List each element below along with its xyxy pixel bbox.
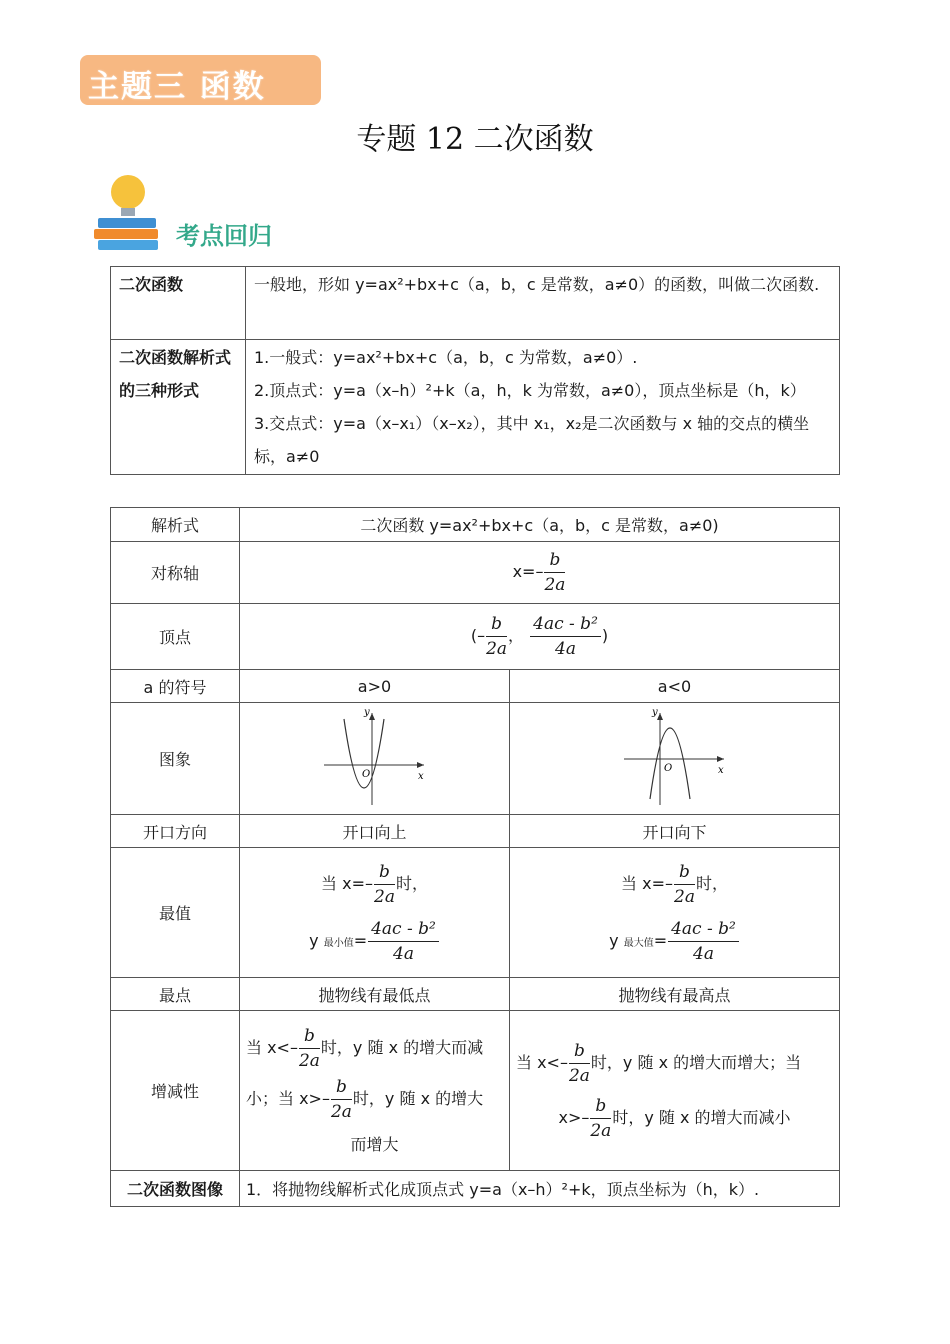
svg-text:y: y [363,706,370,718]
row-content [246,340,840,475]
analytic-value: 二次函数 y=ax²+bx+c（a，b，c 是常数，a≠0) [240,508,840,542]
table-row [111,978,840,1011]
page-title: 专题 12 二次函数 [356,122,594,157]
label-graph-steps: 二次函数图像 [111,1171,240,1207]
label-axis: 对称轴 [111,542,240,604]
fraction: $\frac{\text{4ac - b²}}{4a}$ [668,919,739,964]
table-row [111,340,840,475]
row-content: 一般地，形如 y=ax²+bx+c（a，b，c 是常数，a≠0）的函数，叫做二次函数. [246,267,840,340]
row-head: 二次函数解析式的三种形式 [111,340,246,475]
sign-positive: a>0 [240,670,510,703]
table-row [111,267,840,340]
table-row [111,848,840,978]
fraction: $\frac{b}{2a}$ [568,1040,590,1086]
extreme-max: 当 x=– $\frac{b}{2a}$ 时， y 最大值= $\frac{\text{4ac - b²}}{4a}$ [510,848,840,978]
row-head: 二次函数 [111,267,246,340]
svg-text:x: x [717,764,724,776]
label-extreme: 最值 [111,848,240,978]
topic-badge [80,55,321,105]
definition-table [110,266,840,475]
point-highest: 抛物线有最高点 [510,978,840,1011]
svg-text:O: O [663,762,672,774]
svg-text:y: y [651,706,658,718]
table-row [111,703,840,815]
label-graph: 图象 [111,703,240,815]
fraction: $\frac{b}{2a}$ [330,1077,352,1122]
fraction: $\frac{b}{2a}$ [298,1026,320,1071]
table-row [111,670,840,703]
table-row [111,1011,840,1171]
opening-down: 开口向下 [510,815,840,848]
fraction: $\frac{b}{2a}$ [374,861,395,907]
fraction: $\frac{b}{2a}$ [544,550,566,595]
books-lightbulb-icon [92,172,168,254]
label-vertex: 顶点 [111,604,240,670]
mono-negative: 当 x<– $\frac{b}{2a}$ 时，y 随 x 的增大而增大；当 x>– $\frac{b}{2a}$ 时，y 随 x 的增大而减小 [510,1011,840,1171]
mono-positive: 当 x<– $\frac{b}{2a}$ 时，y 随 x 的增大而减 小；当 x>– $\frac{b}{2a}$ 时，y 随 x 的增大 而增大 [240,1011,510,1171]
form-general: 1.一般式：y=ax²+bx+c（a，b，c 为常数，a≠0）. [254,348,638,367]
fraction: $\frac{b}{2a}$ [674,861,695,907]
svg-text:x: x [417,770,424,782]
axis-value: x=– $\frac{b}{2a}$ [240,542,840,604]
svg-text:O: O [361,768,370,780]
table-row [111,815,840,848]
table-row [111,542,840,604]
label-opening: 开口方向 [111,815,240,848]
opening-up: 开口向上 [240,815,510,848]
extreme-min: 当 x=– $\frac{b}{2a}$ 时， y 最小值= $\frac{\text{4ac - b²}}{4a}$ [240,848,510,978]
vertex-value: (– $\frac{b}{2a}$ ， $\frac{\text{4ac - b²}}{4a}$ ) [240,604,840,670]
sign-negative: a<0 [510,670,840,703]
fraction: $\frac{\text{4ac - b²}}{4a}$ [368,919,439,964]
graph-up [240,703,510,815]
parabola-up-graph [320,707,430,807]
label-point: 最点 [111,978,240,1011]
section-label: 考点回归 [176,222,272,250]
topic-badge-text: 主题三 函数 [88,69,266,105]
point-lowest: 抛物线有最低点 [240,978,510,1011]
label-analytic: 解析式 [111,508,240,542]
graph-steps-text: 1．将抛物线解析式化成顶点式 y=a（x–h）²+k，顶点坐标为（h，k）. [240,1171,840,1207]
graph-down [510,703,840,815]
fraction: $\frac{b}{2a}$ [590,1095,612,1141]
form-intercept: 3.交点式：y=a（x–x₁）（x–x₂），其中 x₁，x₂是二次函数与 x 轴的交点的横坐标，a≠0 [254,414,810,466]
properties-table [110,507,840,1207]
fraction: $\frac{\text{4ac - b²}}{4a}$ [530,614,601,659]
parabola-down-graph [620,707,730,807]
table-row [111,508,840,542]
fraction: $\frac{b}{2a}$ [486,614,508,659]
label-sign: a 的符号 [111,670,240,703]
table-row [111,604,840,670]
table-row [111,1171,840,1207]
label-mono: 增减性 [111,1011,240,1171]
form-vertex: 2.顶点式：y=a（x–h）²+k（a，h，k 为常数，a≠0），顶点坐标是（h，k） [254,381,806,400]
